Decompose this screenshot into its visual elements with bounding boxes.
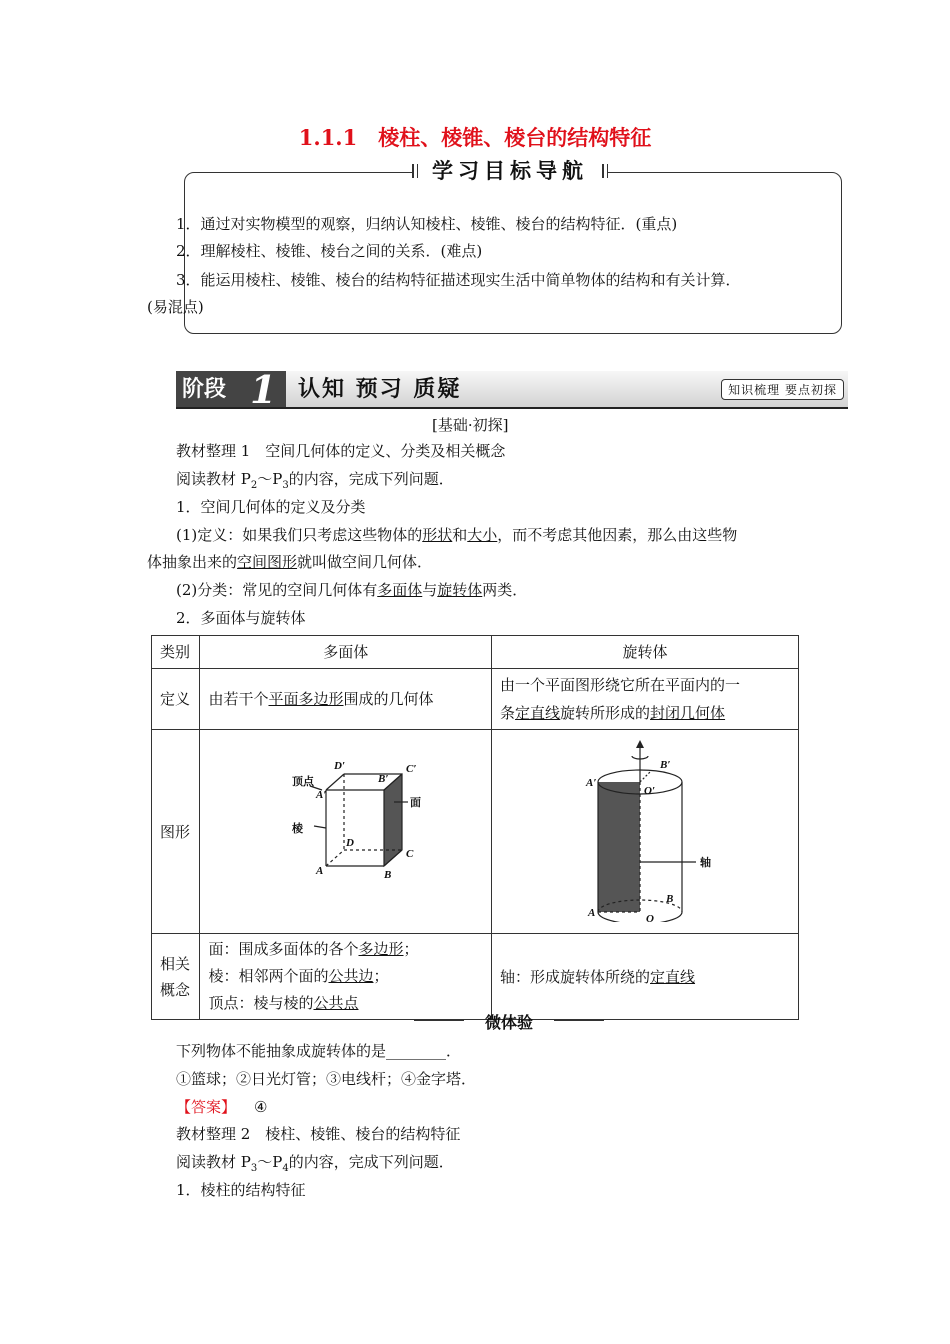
label-D: D bbox=[346, 837, 355, 849]
goal-item-1: 1．通过对实物模型的观察，归纳认知棱柱、棱锥、棱台的结构特征．(重点) bbox=[176, 215, 678, 233]
label-A-cyl: A bbox=[588, 907, 596, 919]
table-header-rotation: 旋转体 bbox=[492, 636, 799, 669]
table-label-figure: 图形 bbox=[152, 730, 200, 934]
label-vertex: 顶点 bbox=[292, 776, 315, 788]
label-O1-cyl: O′ bbox=[644, 785, 656, 797]
table-header-polyhedron: 多面体 bbox=[200, 636, 492, 669]
axis-arrow-icon bbox=[636, 740, 644, 748]
label-D1: D′ bbox=[334, 760, 346, 772]
label-C1: C′ bbox=[406, 763, 417, 775]
table-header-category: 类别 bbox=[152, 636, 200, 669]
stage-tag: 知识梳理 要点初探 bbox=[721, 379, 844, 400]
rotation-definition: 由一个平面图形绕它所在平面内的一 条定直线旋转所形成的封闭几何体 bbox=[492, 669, 799, 730]
label-face: 面 bbox=[410, 797, 422, 809]
section-tag: [基础·初探] bbox=[432, 416, 509, 434]
definition-line-1: (1)定义：如果我们只考虑这些物体的形状和大小，而不考虑其他因素，那么由这些物 bbox=[176, 526, 738, 544]
micro-question: 下列物体不能抽象成旋转体的是________． bbox=[176, 1042, 462, 1060]
rotation-concepts: 轴：形成旋转体所绕的定直线 bbox=[492, 934, 799, 1020]
label-B1-cyl: B′ bbox=[660, 759, 671, 771]
page-title: 1.1.1 棱柱、棱锥、棱台的结构特征 bbox=[298, 125, 652, 150]
comparison-table bbox=[151, 635, 799, 1020]
label-A: A bbox=[316, 865, 324, 877]
label-C: C bbox=[406, 848, 414, 860]
cylinder-section bbox=[598, 782, 640, 912]
label-A1: A′ bbox=[316, 789, 327, 801]
reading-2: 阅读教材 $P_3\sim P_4$的内容，完成下列问题． bbox=[176, 1153, 454, 1174]
subsection-1: 教材整理 1 空间几何体的定义、分类及相关概念 bbox=[176, 442, 506, 460]
polyhedron-concepts: 面：围成多面体的各个多边形； 棱：相邻两个面的公共边； 顶点：棱与棱的公共点 bbox=[200, 934, 492, 1020]
goal-item-3: 3．能运用棱柱、棱锥、棱台的结构特征描述现实生活中简单物体的结构和有关计算． bbox=[176, 271, 741, 289]
micro-options: ①篮球；②日光灯管；③电线杆；④金字塔． bbox=[176, 1070, 477, 1088]
micro-answer: 【答案】 ④ bbox=[176, 1098, 268, 1116]
goals-heading: 学习目标导航 bbox=[412, 156, 608, 186]
stage-title: 认知 预习 质疑 bbox=[298, 376, 462, 402]
label-axis: 轴 bbox=[700, 857, 711, 869]
goal-item-2: 2．理解棱柱、棱锥、棱台之间的关系．(难点) bbox=[176, 242, 483, 260]
cylinder-diagram bbox=[500, 732, 790, 922]
heading-1: 1．空间几何体的定义及分类 bbox=[176, 498, 366, 516]
label-B1: B′ bbox=[378, 773, 389, 785]
cube-diagram bbox=[208, 732, 482, 922]
stage-number: 1 bbox=[250, 367, 277, 412]
table-label-definition: 定义 bbox=[152, 669, 200, 730]
table-label-concepts: 相关 概念 bbox=[152, 934, 200, 1020]
stage-label: 阶段 bbox=[176, 371, 286, 407]
goal-item-3-cont: (易混点) bbox=[147, 298, 204, 316]
label-B-cyl: B bbox=[666, 893, 674, 905]
label-A1-cyl: A′ bbox=[586, 777, 597, 789]
label-B: B bbox=[384, 869, 392, 881]
label-edge: 棱 bbox=[292, 823, 304, 835]
micro-heading: 微体验 bbox=[414, 1010, 604, 1032]
cube-figure-cell bbox=[200, 730, 492, 934]
classification-line: (2)分类：常见的空间几何体有多面体与旋转体两类． bbox=[176, 581, 528, 599]
heading-2: 2．多面体与旋转体 bbox=[176, 609, 306, 627]
polyhedron-definition: 由若干个平面多边形围成的几何体 bbox=[200, 669, 492, 730]
stage-banner bbox=[176, 367, 848, 412]
label-O-cyl: O bbox=[646, 913, 654, 922]
reading-1: 阅读教材 $P_2\sim P_3$的内容，完成下列问题． bbox=[176, 470, 454, 491]
cylinder-figure-cell bbox=[492, 730, 799, 934]
heading-3: 1．棱柱的结构特征 bbox=[176, 1181, 306, 1199]
definition-line-2: 体抽象出来的空间图形就叫做空间几何体． bbox=[147, 553, 433, 571]
subsection-2: 教材整理 2 棱柱、棱锥、棱台的结构特征 bbox=[176, 1125, 461, 1143]
